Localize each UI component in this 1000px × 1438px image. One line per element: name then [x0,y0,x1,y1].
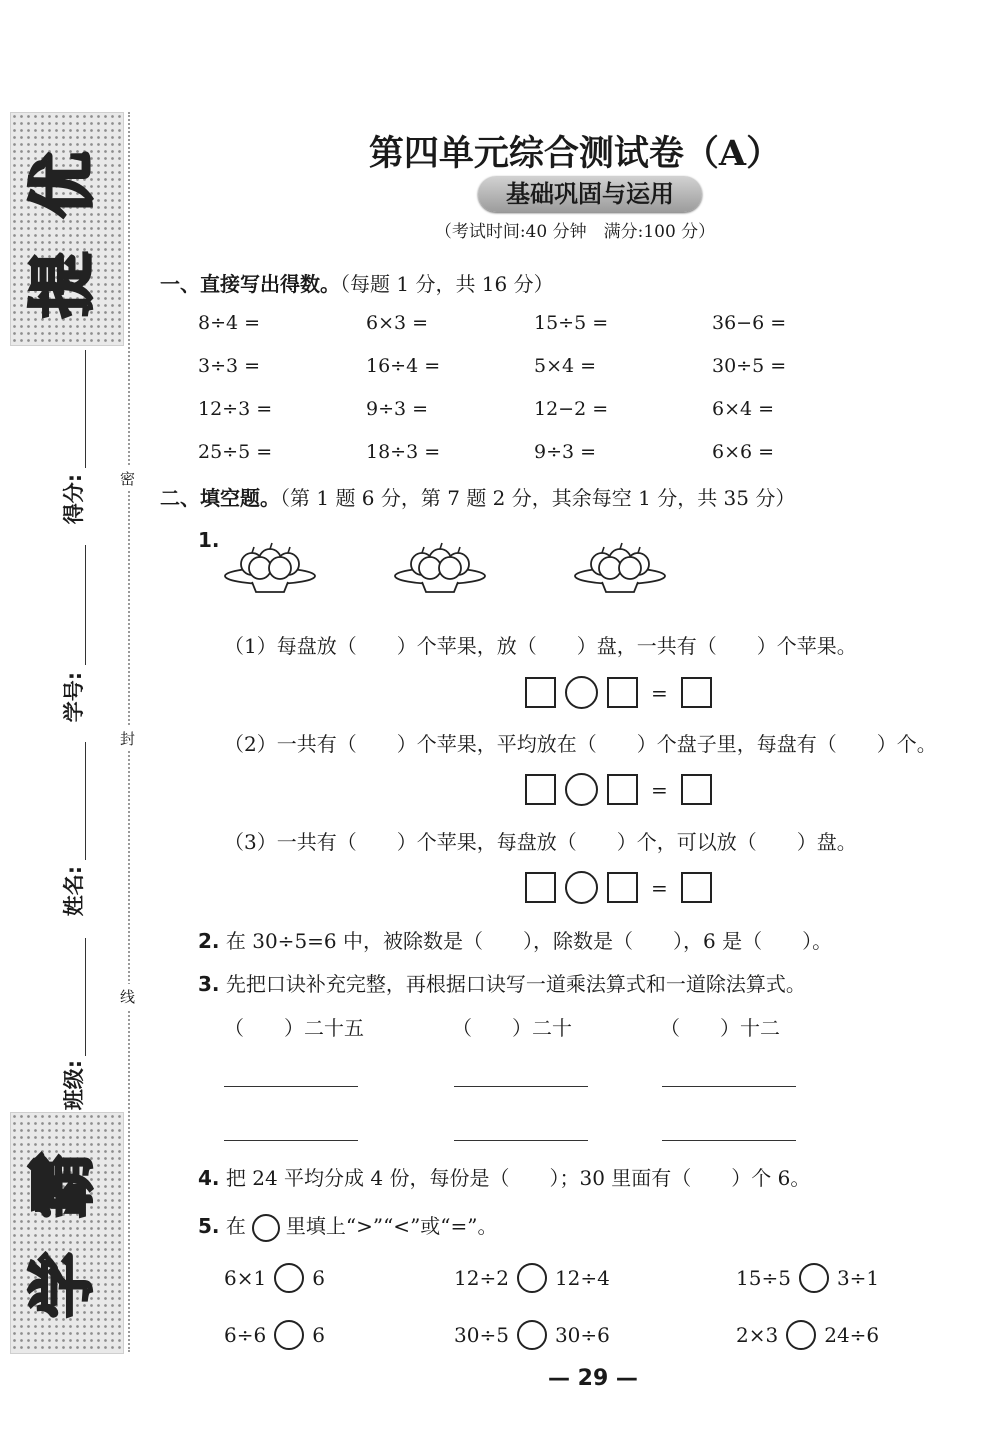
q3 [198,968,806,997]
compare-circle[interactable] [799,1263,829,1293]
apple-plate-illustration-1 [222,538,318,596]
compare-left: 12÷2 [454,1266,509,1290]
answer-box[interactable] [607,774,638,805]
section1-heading [160,268,554,297]
q4-number: 4. [198,1166,220,1190]
section2-heading [160,482,795,511]
calc-r3c1: 12÷3 = [198,398,273,420]
q4 [198,1162,810,1191]
sidebar-char-xue: 学 [24,1252,101,1318]
calc-r4c1: 25÷5 = [198,441,273,463]
compare-r2c1 [224,1320,325,1350]
q2-number: 2. [198,929,220,953]
q3-item-3: （ ）十二 [660,1016,780,1040]
q2 [198,925,832,954]
section2-note: （第 1 题 6 分，第 7 题 2 分，其余每空 1 分，共 35 分） [280,486,796,510]
circle-icon [252,1214,280,1242]
q3-number: 3. [198,972,220,996]
answer-line[interactable] [224,1140,358,1141]
compare-r2c2 [454,1320,610,1350]
q1-equation-1 [525,676,712,709]
compare-r1c1 [224,1263,325,1293]
answer-box[interactable] [525,872,556,903]
sidebar-char-ti: 提 [24,252,101,318]
name-line [85,742,86,860]
compare-circle[interactable] [517,1320,547,1350]
q1-equation-2 [525,773,712,806]
answer-box[interactable] [525,774,556,805]
student-id-label: 学号: [62,671,87,723]
calc-r2c1: 3÷3 = [198,355,261,377]
calc-r1c3: 15÷5 = [534,312,609,334]
calc-r2c4: 30÷5 = [712,355,787,377]
calc-r4c2: 18÷3 = [366,441,441,463]
calc-r1c1: 8÷4 = [198,312,261,334]
equals-sign: = [651,875,668,900]
class-line [85,938,86,1056]
compare-left: 30÷5 [454,1323,509,1347]
q3-item-2: （ ）二十 [452,1016,572,1040]
score-label: 得分: [62,473,87,525]
calc-r2c3: 5×4 = [534,355,597,377]
equals-sign: = [651,680,668,705]
compare-right: 6 [312,1266,325,1290]
compare-right: 24÷6 [824,1323,880,1347]
compare-r1c3 [736,1263,879,1293]
calc-r3c4: 6×4 = [712,398,775,420]
answer-line[interactable] [662,1086,796,1087]
q1-part2: （2）一共有（ ）个苹果，平均放在（ ）个盘子里，每盘有（ ）个。 [224,732,937,756]
seal-feng: 封 [120,726,135,751]
name-label: 姓名: [62,865,87,917]
q5 [198,1210,498,1242]
class-label: 班级: [62,1059,87,1111]
calc-r1c2: 6×3 = [366,312,429,334]
q5-pre: 在 [225,1214,246,1238]
answer-line[interactable] [224,1086,358,1087]
q5-post: 里填上“>”“<”或“=”。 [285,1214,498,1238]
sidebar-char-ba: 霸 [24,1152,101,1218]
compare-right: 3÷1 [836,1266,880,1290]
calc-r4c3: 9÷3 = [534,441,597,463]
seal-mi: 密 [120,466,135,491]
page-title: 第四单元综合测试卷（A） [368,133,782,174]
compare-right: 6 [312,1323,325,1347]
compare-r2c3 [736,1320,879,1350]
page-number: — 29 — [548,1366,638,1391]
operator-circle[interactable] [565,676,598,709]
calc-r1c4: 36−6 = [712,312,787,334]
apple-plate-illustration-3 [572,538,668,596]
section1-note: （每题 1 分，共 16 分） [340,272,554,296]
answer-line[interactable] [454,1140,588,1141]
apple-plate-illustration-2 [392,538,488,596]
answer-line[interactable] [662,1140,796,1141]
q5-number: 5. [198,1214,220,1238]
q2-text: 在 30÷5=6 中，被除数是（ ），除数是（ ），6 是（ ）。 [225,929,833,953]
compare-left: 6×1 [224,1266,267,1290]
section-badge [478,176,702,212]
calc-r4c4: 6×6 = [712,441,775,463]
operator-circle[interactable] [565,773,598,806]
q1-part3: （3）一共有（ ）个苹果，每盘放（ ）个，可以放（ ）盘。 [224,830,857,854]
q3-item-1: （ ）二十五 [224,1016,364,1040]
seal-xian: 线 [120,984,135,1009]
answer-box[interactable] [681,774,712,805]
compare-circle[interactable] [274,1320,304,1350]
operator-circle[interactable] [565,871,598,904]
compare-circle[interactable] [274,1263,304,1293]
answer-box[interactable] [607,872,638,903]
q3-text: 先把口诀补充完整，再根据口诀写一道乘法算式和一道除法算式。 [225,972,806,996]
compare-circle[interactable] [786,1320,816,1350]
calc-r3c3: 12−2 = [534,398,609,420]
answer-box[interactable] [681,872,712,903]
section-badge-text: 基础巩固与运用 [506,180,674,208]
answer-box[interactable] [681,677,712,708]
q1-equation-3 [525,871,712,904]
compare-right: 30÷6 [554,1323,610,1347]
answer-line[interactable] [454,1086,588,1087]
q1-part1: （1）每盘放（ ）个苹果，放（ ）盘，一共有（ ）个苹果。 [224,634,857,658]
score-line [85,350,86,468]
compare-right: 12÷4 [554,1266,610,1290]
equals-sign: = [651,777,668,802]
compare-left: 6÷6 [224,1323,267,1347]
sidebar-char-you: 优 [24,152,101,218]
section1-title: 一、直接写出得数。 [160,272,340,296]
answer-box[interactable] [607,677,638,708]
exam-info: （考试时间:40 分钟 满分:100 分） [434,222,716,242]
compare-circle[interactable] [517,1263,547,1293]
student-id-line [85,545,86,665]
answer-box[interactable] [525,677,556,708]
compare-r1c2 [454,1263,610,1293]
calc-r3c2: 9÷3 = [366,398,429,420]
calc-r2c2: 16÷4 = [366,355,441,377]
compare-left: 2×3 [736,1323,779,1347]
compare-left: 15÷5 [736,1266,791,1290]
section2-title: 二、填空题。 [160,486,280,510]
q1-number: 1. [198,528,220,552]
q4-text: 把 24 平均分成 4 份，每份是（ ）；30 里面有（ ）个 6。 [225,1166,811,1190]
